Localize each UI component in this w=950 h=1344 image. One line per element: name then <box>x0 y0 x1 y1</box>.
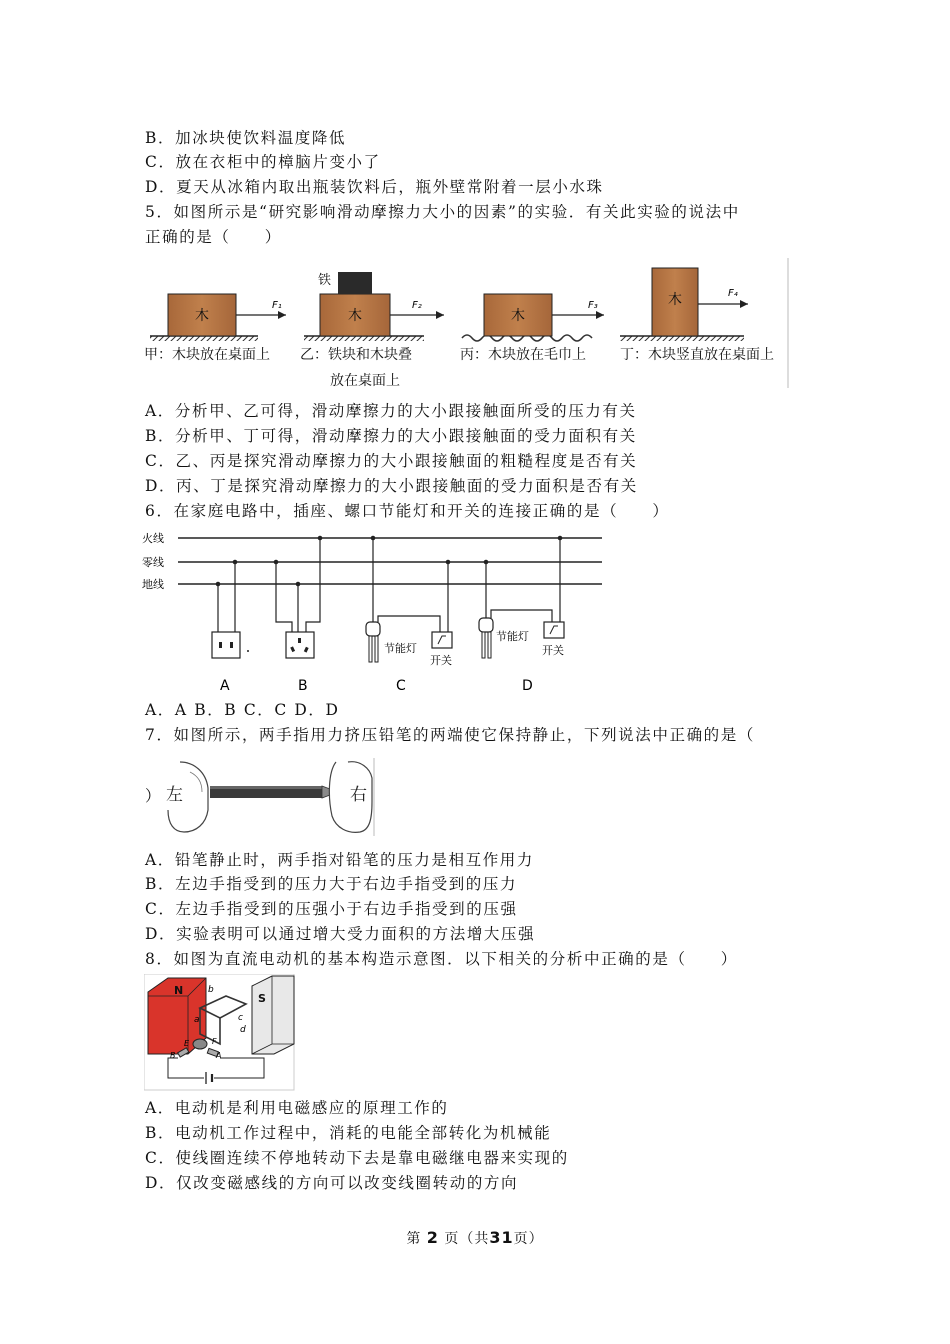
lamp-base-d <box>479 618 493 632</box>
label-c: C <box>396 678 406 694</box>
q5-option-b: B．分析甲、丁可得，滑动摩擦力的大小跟接触面的受力面积有关 <box>145 427 637 445</box>
force-f2: F₂ <box>412 300 422 311</box>
two-pin-socket <box>212 632 240 658</box>
neutral-wire-label: 零线 <box>142 556 164 569</box>
q7-option-a: A．铅笔静止时，两手指对铅笔的压力是相互作用力 <box>145 851 534 869</box>
live-wire-label: 火线 <box>142 532 164 545</box>
caption-b-line2: 放在桌面上 <box>330 373 400 389</box>
coil-d-label: d <box>240 1025 246 1035</box>
force-f3: F₃ <box>588 300 598 311</box>
q8-option-c: C．使线圈连续不停地转动下去是靠电磁继电器来实现的 <box>145 1149 569 1167</box>
switch-label-d: 开关 <box>542 644 564 657</box>
q4-option-d: D．夏天从冰箱内取出瓶装饮料后，瓶外壁常附着一层小水珠 <box>145 178 604 196</box>
right-label: 右 <box>350 785 367 805</box>
q5-option-a: A．分析甲、乙可得，滑动摩擦力的大小跟接触面所受的压力有关 <box>145 402 637 420</box>
force-f1: F₁ <box>272 300 282 311</box>
q7-stem: 7．如图所示，两手指用力挤压铅笔的两端使它保持静止，下列说法中正确的是（ <box>145 726 755 744</box>
footer-suffix: 页） <box>513 1231 544 1247</box>
circuit-c <box>366 536 452 694</box>
caption-b-line1: 乙：铁块和木块叠 <box>300 347 412 363</box>
lamp-base-c <box>366 622 380 636</box>
label-d: D <box>522 678 533 694</box>
setup-c <box>460 294 604 363</box>
q5-option-c: C．乙、丙是探究滑动摩擦力的大小跟接触面的粗糙程度是否有关 <box>145 452 638 470</box>
q6-stem: 6．在家庭电路中，插座、螺口节能灯和开关的连接正确的是（ ） <box>145 502 670 520</box>
q8-option-a: A．电动机是利用电磁感应的原理工作的 <box>145 1099 449 1117</box>
page-footer <box>0 1228 950 1248</box>
footer-mid: 页（共 <box>444 1231 490 1247</box>
q4-option-c: C．放在衣柜中的樟脑片变小了 <box>145 153 381 171</box>
footer-page-number: 2 <box>426 1228 439 1247</box>
q5-stem-line2: 正确的是（ ） <box>145 228 282 246</box>
switch-label-c: 开关 <box>430 654 452 667</box>
q8-stem: 8．如图为直流电动机的基本构造示意图．以下相关的分析中正确的是（ ） <box>145 950 738 968</box>
q6-options: A．A B．B C．C D．D <box>145 701 340 719</box>
label-b: B <box>298 678 308 694</box>
q7-option-d: D．实验表明可以通过增大受力面积的方法增大压强 <box>145 925 536 943</box>
switch-c <box>432 632 452 648</box>
n-label: N <box>174 984 184 997</box>
wood-label-a: 木 <box>195 308 209 324</box>
pencil-fingers-figure <box>160 758 376 836</box>
q7-option-c: C．左边手指受到的压强小于右边手指受到的压强 <box>145 900 518 918</box>
caption-d: 丁：木块竖直放在桌面上 <box>620 347 774 363</box>
iron-block <box>338 272 372 294</box>
label-a: A <box>220 678 230 694</box>
setup-a <box>144 294 286 363</box>
wood-label-d: 木 <box>668 292 682 308</box>
south-magnet <box>252 976 294 1054</box>
q4-option-b: B．加冰块使饮料温度降低 <box>145 129 347 147</box>
wood-label-c: 木 <box>511 308 525 324</box>
wood-label-b: 木 <box>348 308 362 324</box>
setup-b <box>300 272 444 389</box>
iron-label: 铁 <box>318 273 332 288</box>
lamp-label-c: 节能灯 <box>384 642 417 655</box>
caption-c: 丙：木块放在毛巾上 <box>460 347 586 363</box>
caption-a: 甲：木块放在桌面上 <box>144 347 270 363</box>
brush-e-label: E <box>184 1039 190 1048</box>
coil-b-label: b <box>208 985 214 995</box>
circuit-a <box>212 560 249 694</box>
lamp-label-d: 节能灯 <box>496 630 529 643</box>
dc-motor-figure <box>144 974 296 1092</box>
terminal-b-label: B <box>170 1051 176 1060</box>
footer-prefix: 第 <box>406 1231 422 1247</box>
q8-option-b: B．电动机工作过程中，消耗的电能全部转化为机械能 <box>145 1124 552 1142</box>
setup-d <box>620 268 774 363</box>
three-pin-socket <box>286 632 314 658</box>
ground-wire-label: 地线 <box>142 578 164 591</box>
q7-stem-close: ） <box>145 787 163 805</box>
q5-option-d: D．丙、丁是探究滑动摩擦力的大小跟接触面的受力面积是否有关 <box>145 477 638 495</box>
household-circuit-figure <box>140 526 610 698</box>
s-label: S <box>258 992 266 1005</box>
commutator <box>193 1039 207 1049</box>
force-f4: F₄ <box>728 288 738 299</box>
q8-option-d: D．仅改变磁感线的方向可以改变线圈转动的方向 <box>145 1174 519 1192</box>
q7-option-b: B．左边手指受到的压力大于右边手指受到的压力 <box>145 875 518 893</box>
left-label: 左 <box>166 785 183 805</box>
friction-experiment-figure <box>140 258 792 390</box>
coil-a-label: a <box>194 1015 200 1025</box>
brush-f-label: F <box>212 1037 217 1046</box>
terminal-a-label: A <box>216 1051 222 1060</box>
circuit-d <box>479 536 564 694</box>
circuit-b <box>274 536 323 694</box>
switch-d <box>544 622 564 638</box>
footer-total-pages: 31 <box>489 1228 514 1247</box>
q5-stem-line1: 5．如图所示是“研究影响滑动摩擦力大小的因素”的实验．有关此实验的说法中 <box>145 203 740 221</box>
coil-c-label: c <box>238 1013 243 1023</box>
